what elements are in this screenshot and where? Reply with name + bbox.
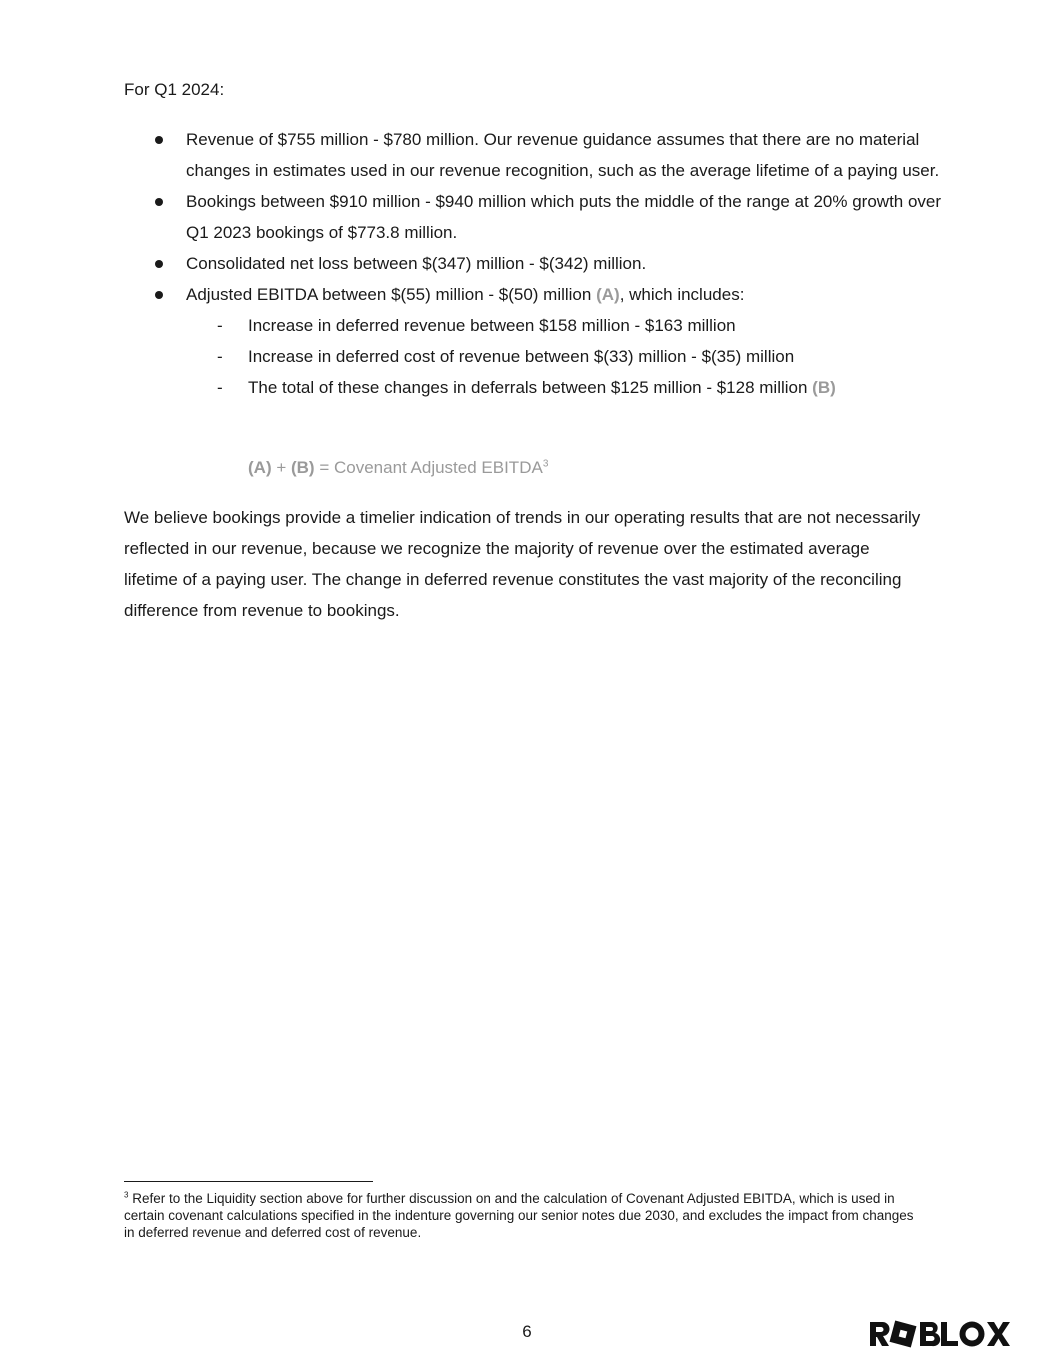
bullet-dot-icon xyxy=(155,291,163,299)
formula-rest: = Covenant Adjusted EBITDA xyxy=(314,458,543,477)
ebitda-sub-list xyxy=(186,310,944,403)
covenant-formula xyxy=(248,456,548,480)
guidance-list xyxy=(124,124,944,403)
bullet-text: Consolidated net loss between $(347) million - $(342) million. xyxy=(186,254,647,273)
sub-item-text: Increase in deferred cost of revenue between $(33) million - $(35) million xyxy=(248,347,795,366)
formula-a: (A) xyxy=(248,458,272,477)
sub-item-total-deferrals xyxy=(124,372,944,403)
sub-item-deferred-revenue xyxy=(124,310,944,341)
bullet-dot-icon xyxy=(155,198,163,206)
formula-b: (B) xyxy=(290,458,315,477)
marker-b: (B) xyxy=(812,378,836,397)
dash-icon: - xyxy=(217,347,223,366)
footnote-number: 3 xyxy=(124,1190,129,1200)
formula-plus: + xyxy=(271,458,291,477)
dash-icon: - xyxy=(217,378,223,397)
sub-item-text: Increase in deferred revenue between $158 million - $163 million xyxy=(248,316,736,335)
footnote xyxy=(124,1190,924,1241)
bullet-text: Revenue of $755 million - $780 million. Our revenue guidance assumes that there are no material changes in estimates used in our revenue recognition, such as the average lifetime of a paying user. xyxy=(186,130,940,180)
bookings-paragraph: We believe bookings provide a timelier indication of trends in our operating results that are not necessarily reflected in our revenue, because we recognize the majority of revenue over the estimated average lifetime of a paying user. The change in deferred revenue constitutes the vast majority of the reconciling difference from revenue to bookings. xyxy=(124,508,921,620)
sub-item-text: The total of these changes in deferrals between $125 million - $128 million xyxy=(248,378,813,397)
footnote-ref: 3 xyxy=(542,458,549,470)
sub-item-deferred-cost xyxy=(124,341,944,372)
marker-a: (A) xyxy=(596,285,620,304)
bullet-net-loss xyxy=(124,248,944,279)
bullet-revenue xyxy=(124,124,944,186)
page-number: 6 xyxy=(522,1322,532,1341)
bullet-adjusted-ebitda xyxy=(124,279,944,403)
bullet-bookings xyxy=(124,186,944,248)
roblox-logo xyxy=(868,1319,1010,1349)
bullet-dot-icon xyxy=(155,260,163,268)
bullet-text-suffix: , which includes: xyxy=(619,285,745,304)
section-intro: For Q1 2024: xyxy=(124,80,225,99)
footnote-divider xyxy=(124,1181,373,1182)
bullet-text: Bookings between $910 million - $940 million which puts the middle of the range at 20% growth over Q1 2023 bookings of $773.8 million. xyxy=(186,192,942,242)
bullet-text: Adjusted EBITDA between $(55) million - $(50) million xyxy=(186,285,597,304)
bullet-dot-icon xyxy=(155,136,163,144)
footnote-text: Refer to the Liquidity section above for further discussion on and the calculation of Covenant Adjusted EBITDA, which is used in certain covenant calculations specified in the indenture governing our senior notes due 2030, and excludes the impact from changes in deferred revenue and deferred cost of revenue. xyxy=(124,1191,914,1240)
dash-icon: - xyxy=(217,316,223,335)
